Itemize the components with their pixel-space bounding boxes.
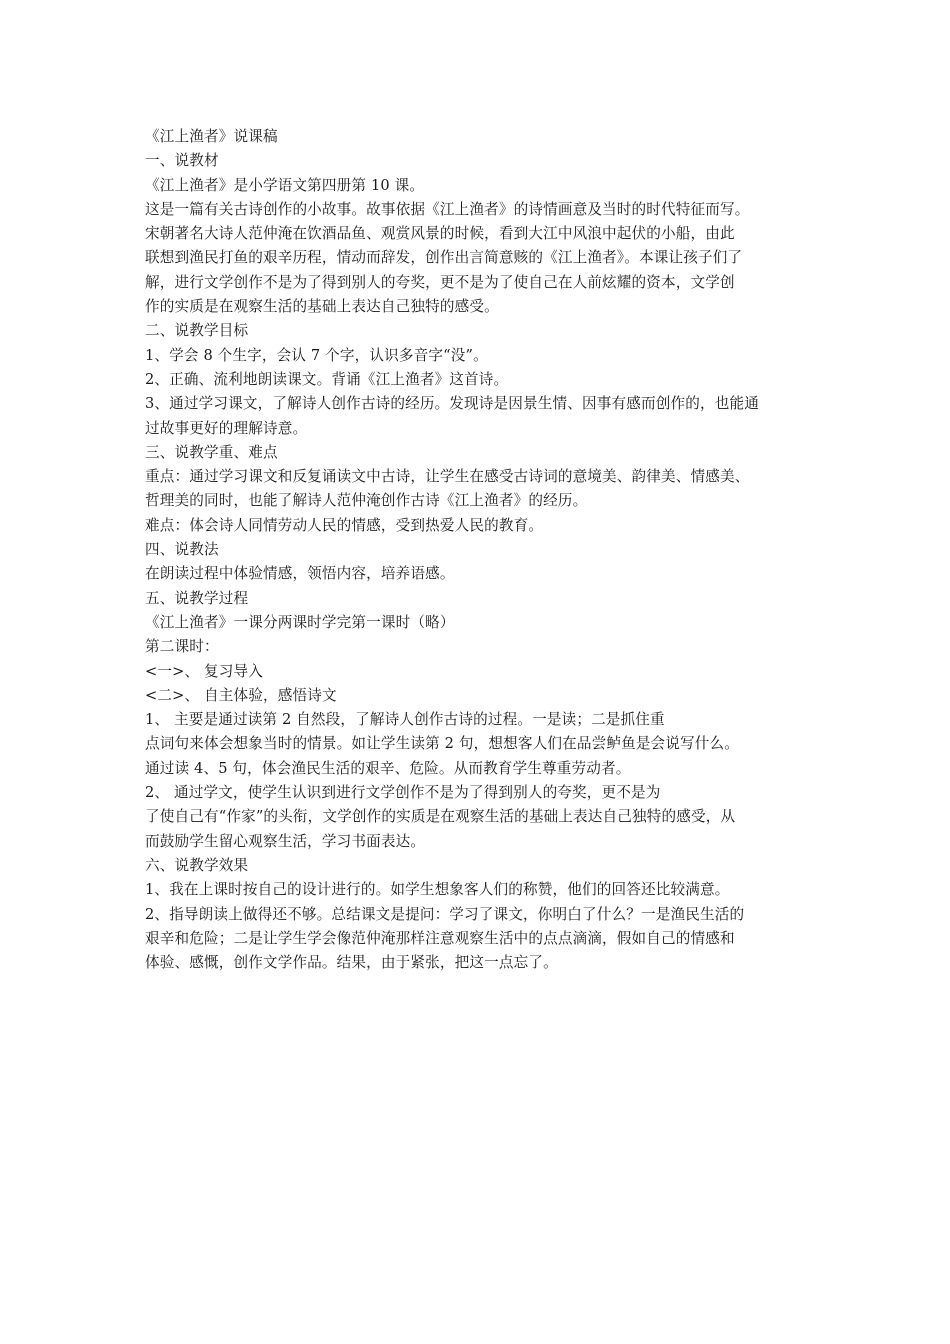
paragraph-line: 第二课时： <box>145 638 219 656</box>
paragraph-line: 点词句来体会想象当时的情景。如让学生读第 2 句，想想客人们在品尝鲈鱼是会说写什么。 <box>145 735 740 753</box>
paragraph-line: 2、正确、流利地朗读课文。背诵《江上渔者》这首诗。 <box>145 370 509 388</box>
paragraph-line: 1、学会 8 个生字，会认 7 个字，认识多音字“没”。 <box>145 346 488 364</box>
paragraph-line: 《江上渔者》是小学语文第四册第 10 课。 <box>145 176 425 194</box>
paragraph-line: <二>、 自主体验，感悟诗文 <box>145 686 337 704</box>
paragraph-line: 过故事更好的理解诗意。 <box>145 419 308 437</box>
paragraph-line: 体验、感慨，创作文学作品。结果，由于紧张，把这一点忘了。 <box>145 954 558 972</box>
document-body <box>145 125 810 975</box>
document-title: 《江上渔者》说课稿 <box>145 128 278 145</box>
paragraph-line: 《江上渔者》一课分两课时学完第一课时（略） <box>145 613 455 631</box>
paragraph-line: 难点：体会诗人同情劳动人民的情感，受到热爱人民的教育。 <box>145 516 544 534</box>
paragraph-line: 这是一篇有关古诗创作的小故事。故事依据《江上渔者》的诗情画意及当时的时代特征而写。 <box>145 200 750 218</box>
section-heading-textbook: 一、说教材 <box>145 152 219 170</box>
section-heading-goals: 二、说教学目标 <box>145 322 249 340</box>
paragraph-line: 了使自己有“作家”的头衔，文学创作的实质是在观察生活的基础上表达自己独特的感受，从 <box>145 808 736 826</box>
paragraph-line: 1、 主要是通过读第 2 自然段，了解诗人创作古诗的过程。一是读；二是抓住重 <box>145 711 665 729</box>
paragraph-line: 哲理美的同时，也能了解诗人范仲淹创作古诗《江上渔者》的经历。 <box>145 492 588 510</box>
paragraph-line: 3、通过学习课文，了解诗人创作古诗的经历。发现诗是因景生情、因事有感而创作的，也能通 <box>145 395 759 413</box>
section-heading-methods: 四、说教法 <box>145 541 219 559</box>
paragraph-line: 而鼓励学生留心观察生活，学习书面表达。 <box>145 832 426 850</box>
paragraph-line: 解，进行文学创作不是为了得到别人的夸奖，更不是为了使自己在人前炫耀的资本，文学创 <box>145 273 735 291</box>
paragraph-line: 宋朝著名大诗人范仲淹在饮酒品鱼、观赏风景的时候，看到大江中风浪中起伏的小船，由此 <box>145 225 735 243</box>
paragraph-line: 重点：通过学习课文和反复诵读文中古诗，让学生在感受古诗词的意境美、韵律美、情感美、 <box>145 468 750 486</box>
paragraph-line: 在朗读过程中体验情感，领悟内容，培养语感。 <box>145 565 455 583</box>
paragraph-line: 艰辛和危险；二是让学生学会像范仲淹那样注意观察生活中的点点滴滴，假如自己的情感和 <box>145 929 735 947</box>
paragraph-line: 1、我在上课时按自己的设计进行的。如学生想象客人们的称赞，他们的回答还比较满意。 <box>145 881 730 899</box>
section-heading-process: 五、说教学过程 <box>145 589 249 607</box>
paragraph-line: 作的实质是在观察生活的基础上表达自己独特的感受。 <box>145 298 499 316</box>
section-heading-key-points: 三、说教学重、难点 <box>145 443 278 461</box>
paragraph-line: <一>、 复习导入 <box>145 662 264 680</box>
paragraph-line: 2、指导朗读上做得还不够。总结课文是提问：学习了课文，你明白了什么？一是渔民生活的 <box>145 905 745 923</box>
section-heading-effect: 六、说教学效果 <box>145 856 249 874</box>
paragraph-line: 2、 通过学文，使学生认识到进行文学创作不是为了得到别人的夸奖，更不是为 <box>145 784 661 802</box>
paragraph-line: 联想到渔民打鱼的艰辛历程，情动而辞发，创作出言简意赅的《江上渔者》。本课让孩子们了 <box>145 249 743 267</box>
paragraph-line: 通过读 4、5 句，体会渔民生活的艰辛、危险。从而教育学生尊重劳动者。 <box>145 759 631 777</box>
